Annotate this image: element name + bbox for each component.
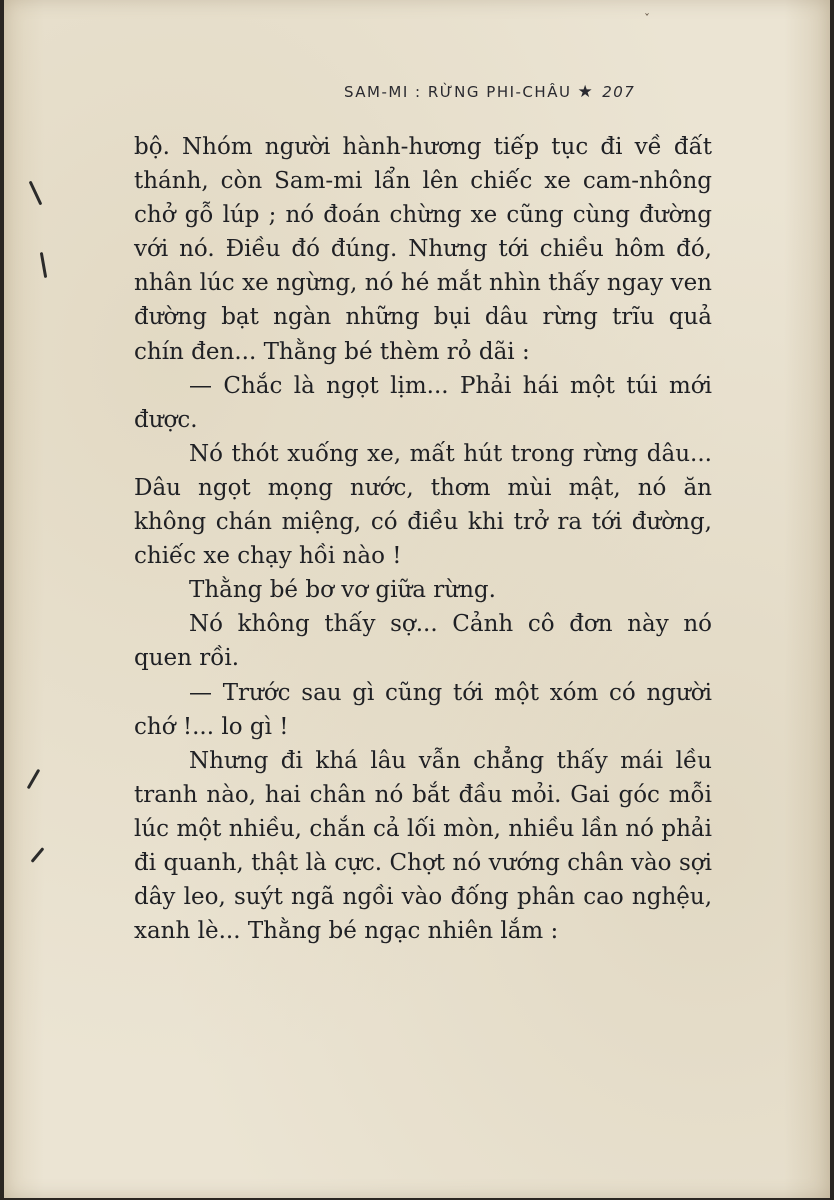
paragraph-1: bộ. Nhóm người hành-hương tiếp tục đi về đất thánh, còn Sam-mi lẩn lên chiếc xe cam-nhông chở gỗ lúp ; nó đoán chừng xe cũng cùng đường với nó. Điều đó đúng. Nhưng tới chiều hôm đó, nhân lúc xe ngừng, nó hé mắt nhìn thấy ngay ven đường bạt ngàn những bụi dâu rừng trĩu quả chín đen... Thằng bé thèm rỏ dãi :	[134, 134, 712, 365]
page-body	[134, 130, 712, 948]
page-mark: ˇ	[644, 12, 650, 26]
running-title: SAM-MI : RỪNG PHI-CHÂU	[344, 83, 572, 101]
paragraph-5: Nó không thấy sợ... Cảnh cô đơn này nó quen rồi.	[134, 611, 712, 672]
binding-stitch-2	[40, 252, 47, 278]
paragraph-2: — Chắc là ngọt lịm... Phải hái một túi mới được.	[134, 372, 712, 433]
paragraph-6: — Trước sau gì cũng tới một xóm có người chớ !... lo gì !	[134, 679, 712, 740]
page-number: 207	[602, 83, 636, 101]
paragraph-7: Nhưng đi khá lâu vẫn chẳng thấy mái lều tranh nào, hai chân nó bắt đầu mỏi. Gai góc mỗi lúc một nhiều, chắn cả lối mòn, nhiều lần nó phải đi quanh, thật là cực. Chợt nó vướng chân vào sợi dây leo, suýt ngã ngồi vào đống phân cao nghệu, xanh lè... Thằng bé ngạc nhiên lắm :	[134, 747, 712, 945]
paragraph-3: Nó thót xuống xe, mất hút trong rừng dâu... Dâu ngọt mọng nước, thơm mùi mật, nó ăn không chán miệng, có điều khi trở ra tới đường, chiếc xe chạy hồi nào !	[134, 440, 712, 570]
star-icon: ★	[577, 82, 595, 102]
running-header	[344, 82, 714, 102]
binding-stitch-1	[29, 181, 43, 206]
book-page	[4, 0, 830, 1198]
binding-stitch-3	[27, 769, 41, 790]
paragraph-4: Thằng bé bơ vơ giữa rừng.	[189, 577, 496, 604]
binding-stitch-4	[31, 847, 45, 863]
